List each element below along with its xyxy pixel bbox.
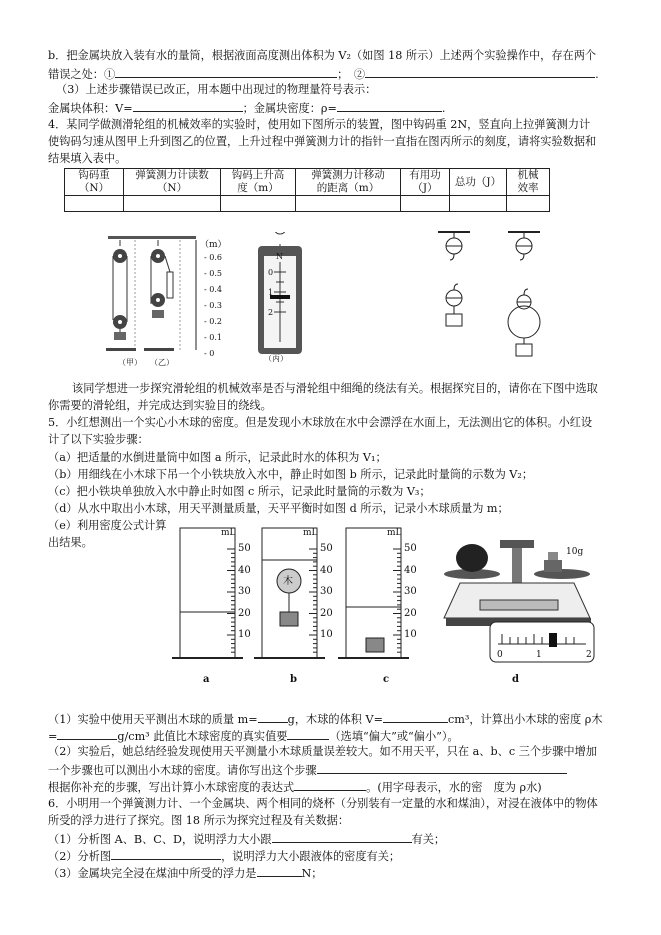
- cyl-label-2-50: 50: [404, 543, 417, 554]
- fig-label-c: c: [383, 674, 390, 685]
- buoyancy-factor-blank[interactable]: [272, 831, 412, 843]
- q5-line-2: 计了以下实验步骤：: [48, 433, 149, 446]
- s2-line-3: [48, 779, 542, 795]
- density-blank[interactable]: [337, 100, 442, 112]
- volume-label: 金属块体积：V=: [48, 102, 133, 115]
- cell-efficiency[interactable]: [507, 196, 550, 212]
- q4-line-3: 结果填入表中。: [48, 152, 127, 165]
- error-1-blank[interactable]: [115, 66, 337, 78]
- s1-line-2: [48, 728, 459, 744]
- spring-mark-0: 0: [268, 268, 274, 277]
- cell-spring-reading[interactable]: [124, 196, 221, 212]
- label-jia: （甲）: [118, 358, 142, 367]
- header-hook-weight: 钩码重 （N）: [65, 169, 124, 196]
- mass-blank[interactable]: [258, 711, 288, 723]
- s2-line-2: [48, 762, 567, 778]
- expression-blank[interactable]: [294, 779, 366, 791]
- spring-top-label: N: [276, 252, 283, 261]
- cyl-label-0-30: 30: [238, 586, 251, 597]
- q6-4-a: （2）分析图: [48, 850, 112, 863]
- s1-part-c: cm³，计算出小木球的密度 ρ木: [447, 713, 603, 726]
- pulley-tick-0.5: - 0.5: [204, 269, 222, 278]
- cyl-b-unit: mL: [303, 528, 318, 538]
- pulley-data-table: [64, 168, 550, 212]
- q6-line-3: [48, 831, 445, 847]
- scale-mark-2: 2: [586, 650, 592, 660]
- volume-blank[interactable]: [133, 100, 243, 112]
- q4-line-5: 你需要的滑轮组，并完成达到实验目的绕线。: [48, 399, 272, 412]
- label-bing: （丙）: [264, 354, 288, 363]
- errors-line: 错误之处：① ； ② .: [48, 68, 599, 81]
- q6-5-b: N；: [301, 867, 323, 880]
- scale-mark-0: 0: [497, 650, 503, 660]
- volume-density-line: 金属块体积：V= ；金属块密度：ρ= .: [48, 102, 446, 115]
- s2-part-d: 。(用字母表示，水的密 度为 ρ水): [366, 781, 542, 794]
- measuring-cylinders: [170, 520, 420, 665]
- weight-10g: [544, 560, 562, 572]
- pulley-tick-0.3: - 0.3: [204, 301, 222, 310]
- cyl-label-0-40: 40: [238, 564, 251, 576]
- cyl-label-1-40: 40: [320, 564, 333, 576]
- q5-line-1: 5．小红想测出一个实心小木球的密度。但是发现小木球放在水中会漂浮在水面上，无法测出它的体积。小红设: [48, 416, 593, 429]
- header-useful-work: 有用功 （J）: [401, 169, 450, 196]
- cyl-label-2-30: 30: [404, 586, 417, 597]
- balance-ball: [456, 544, 488, 572]
- iron-block-b: [280, 612, 298, 626]
- spring-mark-1: 1: [268, 288, 274, 297]
- label-yi: （乙）: [150, 358, 174, 367]
- spring-mark-2: 2: [268, 308, 274, 317]
- q6-line-4: [48, 848, 400, 864]
- fig-label-d: d: [512, 674, 519, 685]
- cyl-c-unit: mL: [387, 528, 402, 538]
- cell-distance[interactable]: [296, 196, 401, 212]
- q4-line-1: 4．某同学做测滑轮组的机械效率的实验时，使用如下图所示的装置，图中钩码重 2N，竖直向上拉弹簧测力计: [48, 118, 591, 131]
- pulley-choice-diagrams[interactable]: [428, 228, 568, 360]
- cyl-label-2-40: 40: [404, 564, 417, 576]
- q5-step-e2: 出结果。: [48, 536, 93, 549]
- q6-line-2: 所受的浮力进行了探究。图 18 所示为探究过程及有关数据：: [48, 814, 350, 827]
- header-total-work: 总功（J）: [450, 169, 507, 196]
- weight-label: 10g: [566, 547, 584, 557]
- s2-line-1: （2）实验后，她总结经验发现使用天平测量小木球质量误差较大。如不用天平，只在 a、b、c 三个步骤中增加: [48, 745, 597, 758]
- table-row: [65, 196, 550, 212]
- wood-density-blank[interactable]: [57, 728, 117, 740]
- cyl-label-1-50: 50: [320, 543, 333, 554]
- cell-total-work[interactable]: [450, 196, 507, 212]
- q6-3-a: （1）分析图 A、B、C、D，说明浮力大小跟: [48, 833, 272, 846]
- cylinder-c: [338, 528, 409, 658]
- s2-part-c: 根据你补充的步骤，写出计算小木球密度的表达式: [48, 781, 295, 794]
- pulley-tick-0: - 0: [204, 349, 215, 358]
- cyl-label-1-20: 20: [320, 607, 333, 619]
- q5-step-b: （b）用细线在小木球下吊一个小铁块放入水中，静止时如图 b 所示，记录此时量筒的示数为 V₂；: [48, 468, 534, 481]
- wood-ball-label: 木: [283, 576, 293, 587]
- cyl-label-1-10: 10: [320, 629, 333, 640]
- q6-5-a: （3）金属块完全浸在煤油中所受的浮力是: [48, 867, 257, 880]
- errors-label: 错误之处：①: [48, 68, 116, 81]
- q6-3-b: 有关；: [411, 833, 446, 846]
- header-efficiency: 机械 效率: [507, 169, 550, 196]
- s1-part-f: （选填“偏大”或“偏小”）。: [329, 730, 459, 743]
- rider: [549, 633, 557, 647]
- buoyancy-value-blank[interactable]: [257, 865, 302, 877]
- cyl-label-1-30: 30: [320, 586, 333, 597]
- pulley-tick-0.4: - 0.4: [204, 285, 222, 294]
- cell-hook-weight[interactable]: [65, 196, 124, 212]
- line-3: （3）上述步骤错误已改正，用本题中出现过的物理量符号表示：: [56, 83, 377, 96]
- extra-step-blank[interactable]: [317, 762, 567, 774]
- s1-part-d: =: [48, 730, 58, 743]
- fig-label-a: a: [203, 674, 210, 685]
- density-label: ；金属块密度：ρ=: [242, 102, 337, 115]
- table-header-row: [65, 169, 550, 196]
- volume-v-blank[interactable]: [383, 711, 448, 723]
- cyl-label-2-20: 20: [404, 607, 417, 619]
- pulley-tick-0.2: - 0.2: [204, 317, 222, 326]
- cyl-a-unit: mL: [221, 528, 236, 538]
- header-height: 钩码上升高 度（m）: [221, 169, 296, 196]
- q6-line-1: 6．小明用一个弹簧测力计、一个金属块、两个相同的烧杯（分别装有一定量的水和煤油），对浸在液体中的物体: [48, 797, 598, 810]
- cyl-label-0-50: 50: [238, 543, 251, 554]
- q5-step-e1: （e）利用密度公式计算: [48, 519, 167, 532]
- bias-blank[interactable]: [287, 728, 329, 740]
- q4-line-4: 该同学想进一步探究滑轮组的机械效率是否与滑轮组中细绳的绕法有关。根据探究目的，请你在下图中选取: [72, 382, 598, 395]
- cell-useful-work[interactable]: [401, 196, 450, 212]
- cyl-label-0-10: 10: [238, 629, 251, 640]
- cylinder-b: [254, 528, 325, 658]
- header-distance: 弹簧测力计移动 的距离（m）: [296, 169, 401, 196]
- s1-line: [48, 711, 603, 727]
- fig-label-b: b: [290, 674, 297, 685]
- pulley-unit-label: （m）: [200, 240, 227, 250]
- cylinder-a: [172, 528, 243, 658]
- figures-blank[interactable]: [111, 848, 221, 860]
- pulley-tick-0.1: - 0.1: [204, 333, 222, 342]
- s1-part-a: （1）实验中使用天平测出木球的质量 m=: [48, 713, 258, 726]
- cyl-label-0-20: 20: [238, 607, 251, 619]
- header-spring-reading: 弹簧测力计读数 （N）: [124, 169, 221, 196]
- q5-step-d: （d）从水中取出小木球，用天平测量质量，天平平衡时如图 d 所示，记录小木球质量为 m；: [48, 502, 509, 515]
- line-b-step: b．把金属块放入装有水的量筒，根据液面高度测出体积为 V₂（如图 18 所示）上述两个实验操作中，存在两个: [48, 49, 597, 62]
- s1-part-b: g，木球的体积 V=: [287, 713, 383, 726]
- q6-line-5: [48, 865, 322, 881]
- pulley-tick-0.6: - 0.6: [204, 253, 222, 262]
- errors-sep: ； ②: [337, 68, 366, 81]
- scale-mark-1: 1: [536, 650, 542, 660]
- s2-part-b: 一个步骤也可以测出小木球的密度。请你写出这个步骤: [48, 764, 317, 777]
- error-2-blank[interactable]: [365, 66, 595, 78]
- q6-4-b: ，说明浮力大小跟液体的密度有关；: [221, 850, 401, 863]
- s1-part-e: g/cm³ 此值比木球密度的真实值要: [117, 730, 288, 743]
- q4-line-2: 使钩码匀速从图甲上升到图乙的位置，上升过程中弹簧测力计的指针一直指在图丙所示的刻度，请将实验数据和: [48, 135, 597, 148]
- cyl-label-2-10: 10: [404, 629, 417, 640]
- iron-block-c: [366, 638, 384, 652]
- q5-step-a: （a）把适量的水倒进量筒中如图 a 所示，记录此时水的体积为 V₁；: [48, 451, 387, 464]
- cell-height[interactable]: [221, 196, 296, 212]
- q5-step-c: （c）把小铁块单独放入水中静止时如图 c 所示，记录此时量筒的示数为 V₃；: [48, 485, 431, 498]
